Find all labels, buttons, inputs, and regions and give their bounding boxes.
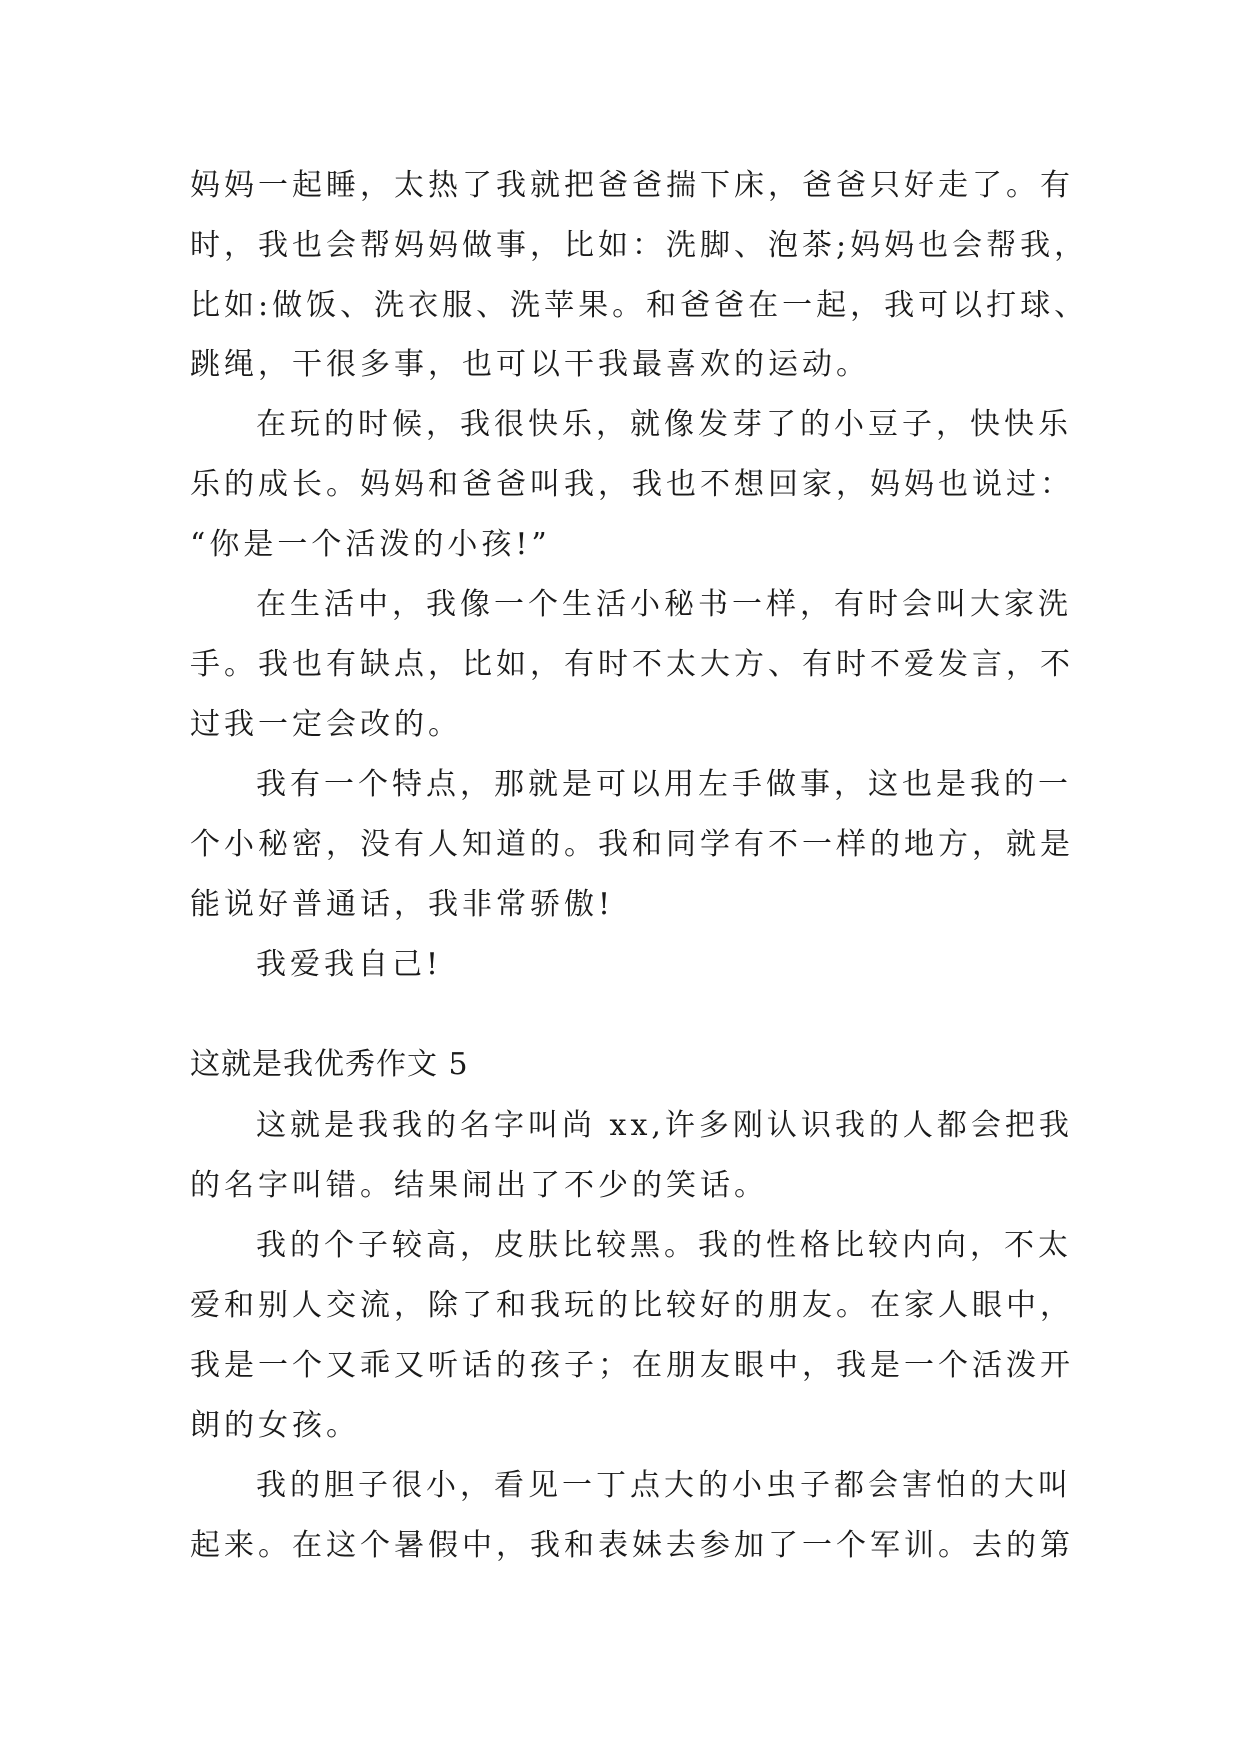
paragraph-1-line-2: 时，我也会帮妈妈做事，比如：洗脚、泡茶;妈妈也会帮我， [190,228,1089,263]
paragraph-2-line-2: 乐的成长。妈妈和爸爸叫我，我也不想回家，妈妈也说过： [190,467,1074,502]
paragraph-4-line-3: 能说好普通话，我非常骄傲! [190,887,615,922]
paragraph-8-line-2: 起来。在这个暑假中，我和表妹去参加了一个军训。去的第 [190,1528,1074,1563]
paragraph-4-line-1: 我有一个特点，那就是可以用左手做事，这也是我的一 [256,767,1072,802]
paragraph-6-line-2: 的名字叫错。结果闹出了不少的笑话。 [190,1168,768,1203]
paragraph-2-line-3: “你是一个活泼的小孩!” [190,527,551,562]
paragraph-7-line-1: 我的个子较高，皮肤比较黑。我的性格比较内向，不太 [256,1228,1072,1263]
paragraph-1-line-3: 比如:做饭、洗衣服、洗苹果。和爸爸在一起，我可以打球、 [190,288,1089,323]
paragraph-4-line-2: 个小秘密，没有人知道的。我和同学有不一样的地方，就是 [190,827,1074,862]
paragraph-1-line-4: 跳绳，干很多事，也可以干我最喜欢的运动。 [190,347,870,382]
paragraph-7-line-2: 爱和别人交流，除了和我玩的比较好的朋友。在家人眼中， [190,1288,1074,1323]
paragraph-6-line-1: 这就是我我的名字叫尚 xx,许多刚认识我的人都会把我 [256,1108,1073,1143]
paragraph-1-line-1: 妈妈一起睡，太热了我就把爸爸揣下床，爸爸只好走了。有 [190,168,1074,203]
paragraph-8-line-1: 我的胆子很小，看见一丁点大的小虫子都会害怕的大叫 [256,1468,1072,1503]
paragraph-5-line-1: 我爱我自己! [256,947,443,982]
paragraph-3-line-2: 手。我也有缺点，比如，有时不太大方、有时不爱发言，不 [190,647,1074,682]
paragraph-2-line-1: 在玩的时候，我很快乐，就像发芽了的小豆子，快快乐 [256,407,1072,442]
section-heading: 这就是我优秀作文 5 [190,1047,469,1082]
paragraph-7-line-4: 朗的女孩。 [190,1408,360,1443]
paragraph-7-line-3: 我是一个又乖又听话的孩子；在朋友眼中，我是一个活泼开 [190,1348,1074,1383]
paragraph-3-line-1: 在生活中，我像一个生活小秘书一样，有时会叫大家洗 [256,587,1072,622]
paragraph-3-line-3: 过我一定会改的。 [190,707,462,742]
